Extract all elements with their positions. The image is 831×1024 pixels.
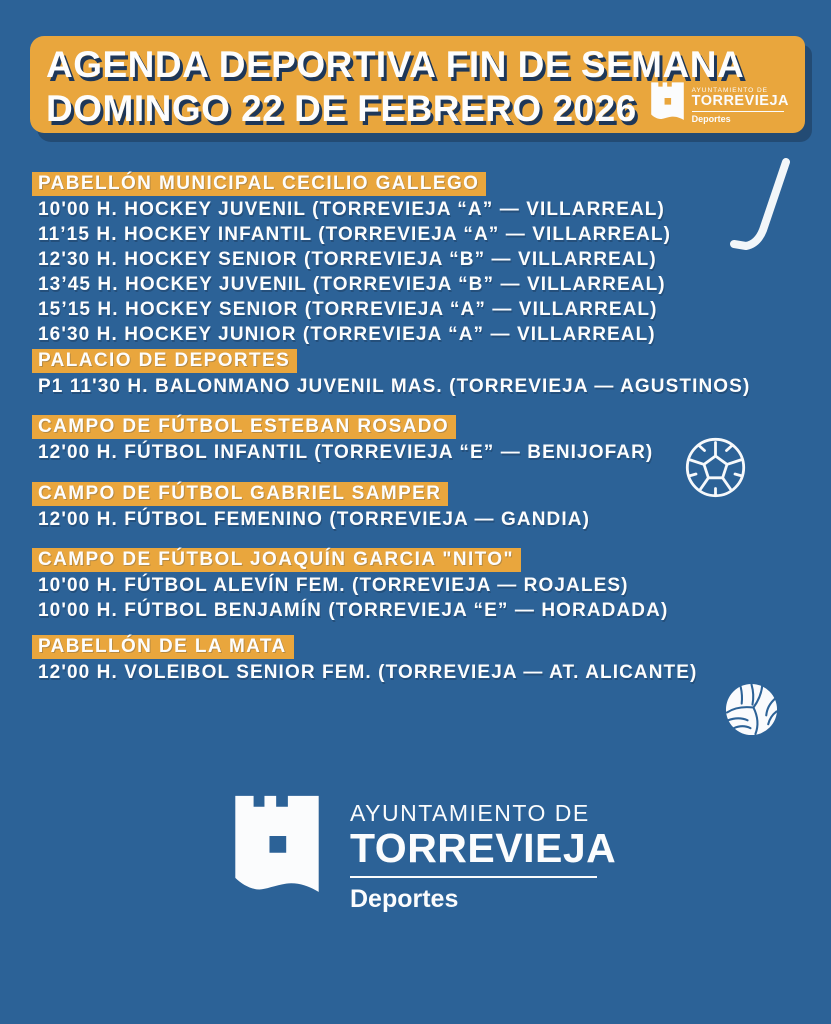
- brand-sub-text: Deportes: [691, 114, 731, 124]
- event-line: 10'00 H. FÚTBOL ALEVÍN FEM. (TORREVIEJA — ROJALES): [38, 575, 629, 596]
- event-line: 16'30 H. HOCKEY JUNIOR (TORREVIEJA “A” — VILLARREAL): [38, 324, 656, 345]
- header-brand-logo: [651, 82, 789, 124]
- event-line: 15’15 H. HOCKEY SENIOR (TORREVIEJA “A” — VILLARREAL): [38, 299, 658, 320]
- venue-section-joaquin-garcia-nito: [32, 548, 750, 623]
- brand-top-text: AYUNTAMIENTO DE: [350, 800, 590, 826]
- venue-title: PALACIO DE DEPORTES: [32, 349, 297, 373]
- hockey-stick-icon: [726, 158, 794, 258]
- brand-sub-text: Deportes: [350, 885, 459, 913]
- brand-name-text: TORREVIEJA: [691, 93, 789, 109]
- event-line: 12'00 H. FÚTBOL FEMENINO (TORREVIEJA — GANDIA): [38, 509, 590, 530]
- event-line: P1 11'30 H. BALONMANO JUVENIL MAS. (TORREVIEJA — AGUSTINOS): [38, 376, 751, 397]
- venue-section-cecilio-gallego: [32, 172, 750, 347]
- schedule-list: [32, 172, 750, 685]
- poster-title: [46, 43, 744, 131]
- venue-section-gabriel-samper: [32, 482, 750, 532]
- volleyball-icon: [724, 682, 779, 737]
- brand-top-text: AYUNTAMIENTO DE: [691, 87, 768, 94]
- brand-wordmark: [692, 82, 789, 124]
- venue-section-palacio-deportes: [32, 349, 750, 399]
- event-line: 12'00 H. VOLEIBOL SENIOR FEM. (TORREVIEJA — AT. ALICANTE): [38, 662, 698, 683]
- brand-wordmark: [350, 795, 616, 914]
- event-line: 12'30 H. HOCKEY SENIOR (TORREVIEJA “B” — VILLARREAL): [38, 249, 657, 270]
- castle-tower-icon: [235, 795, 319, 892]
- venue-title: CAMPO DE FÚTBOL GABRIEL SAMPER: [32, 482, 448, 506]
- event-line: 13’45 H. HOCKEY JUVENIL (TORREVIEJA “B” — VILLARREAL): [38, 274, 666, 295]
- venue-section-pabellon-la-mata: [32, 635, 750, 685]
- event-line: 12'00 H. FÚTBOL INFANTIL (TORREVIEJA “E” — BENIJOFAR): [38, 442, 654, 463]
- venue-title: PABELLÓN DE LA MATA: [32, 635, 294, 659]
- brand-name-text: TORREVIEJA: [350, 825, 617, 871]
- event-line: 11’15 H. HOCKEY INFANTIL (TORREVIEJA “A” — VILLARREAL): [38, 224, 672, 245]
- title-line-1: AGENDA DEPORTIVA FIN DE SEMANA: [46, 44, 745, 85]
- soccer-ball-icon: [684, 436, 747, 499]
- title-line-2: DOMINGO 22 DE FEBRERO 2026: [46, 88, 637, 129]
- footer-brand-logo: [235, 795, 616, 914]
- brand-divider: [350, 876, 597, 878]
- castle-tower-icon: [651, 82, 684, 120]
- header-banner: [30, 36, 805, 133]
- venue-title: CAMPO DE FÚTBOL JOAQUÍN GARCIA "NITO": [32, 548, 521, 572]
- brand-divider: [692, 111, 784, 112]
- venue-title: CAMPO DE FÚTBOL ESTEBAN ROSADO: [32, 415, 456, 439]
- event-line: 10'00 H. HOCKEY JUVENIL (TORREVIEJA “A” — VILLARREAL): [38, 199, 665, 220]
- venue-title: PABELLÓN MUNICIPAL CECILIO GALLEGO: [32, 172, 486, 196]
- event-line: 10'00 H. FÚTBOL BENJAMÍN (TORREVIEJA “E” — HORADADA): [38, 600, 669, 621]
- venue-section-esteban-rosado: [32, 415, 750, 465]
